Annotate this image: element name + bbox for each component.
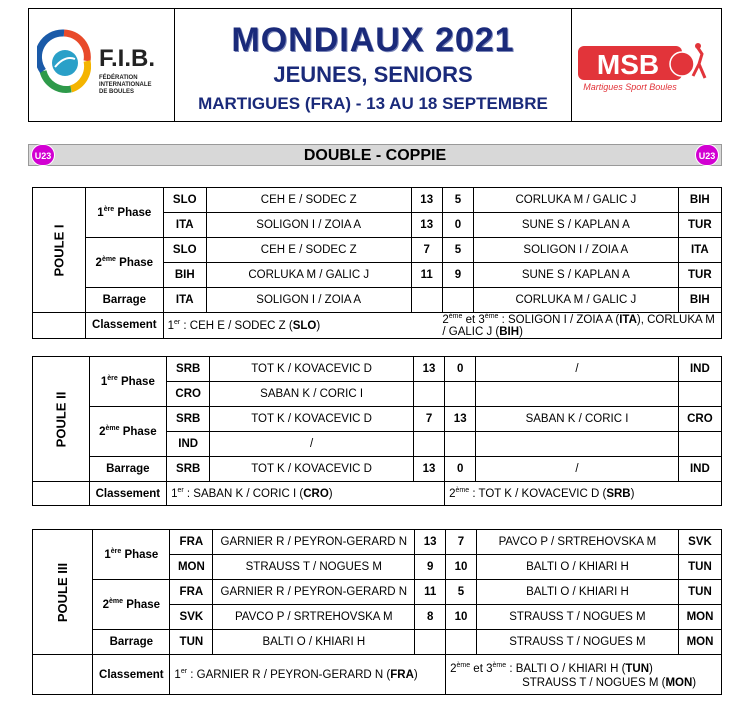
msb-logo-text: MSB (596, 49, 660, 80)
table-row (33, 580, 722, 605)
country-code: FRA (170, 580, 213, 605)
score: 0 (445, 457, 476, 482)
country-code (678, 432, 721, 457)
team-name: SABAN K / CORIC I (476, 407, 678, 432)
poule-3-table (32, 529, 722, 695)
country-code: SRB (167, 357, 210, 382)
score: 0 (442, 213, 473, 238)
country-code: SRB (167, 407, 210, 432)
classement-second: 2ème et 3ème : BALTI O / KHIARI H (TUN) STRAUSS T / NOGUES M (MON) (446, 655, 722, 695)
score: 11 (411, 263, 442, 288)
team-name: GARNIER R / PEYRON-GERARD N (213, 530, 415, 555)
country-code: TUN (678, 555, 721, 580)
country-code: CRO (678, 407, 721, 432)
table-row (33, 630, 722, 655)
u23-badge-left: U23 (31, 144, 55, 166)
poule-2-table (32, 356, 722, 506)
team-name: BALTI O / KHIARI H (476, 580, 678, 605)
score: 13 (445, 407, 476, 432)
country-code: SLO (163, 238, 206, 263)
score: 9 (442, 263, 473, 288)
barrage-label: Barrage (86, 288, 164, 313)
team-name: CEH E / SODEC Z (206, 188, 411, 213)
phase-label: 1ère Phase (86, 188, 164, 238)
phase-label: 2ème Phase (86, 238, 164, 288)
team-name: SOLIGON I / ZOIA A (206, 213, 411, 238)
country-code: IND (678, 357, 721, 382)
score: 11 (415, 580, 446, 605)
u23-badge-right: U23 (695, 144, 719, 166)
team-name: CORLUKA M / GALIC J (474, 288, 679, 313)
msb-logo-area (571, 9, 721, 121)
poule-label: POULE II (33, 357, 90, 482)
phase-label: 1ère Phase (89, 357, 166, 407)
team-name: GARNIER R / PEYRON-GERARD N (213, 580, 415, 605)
team-name: CORLUKA M / GALIC J (474, 188, 679, 213)
score (413, 382, 444, 407)
table-row (33, 238, 722, 263)
country-code: SRB (167, 457, 210, 482)
score: 10 (446, 555, 477, 580)
header (28, 8, 722, 122)
msb-logo-icon (578, 42, 714, 92)
country-code: ITA (163, 213, 206, 238)
table-row (33, 188, 722, 213)
poule-1-table (32, 187, 722, 339)
score (445, 382, 476, 407)
country-code: TUN (170, 630, 213, 655)
poule-label: POULE I (33, 188, 86, 313)
country-code: TUR (678, 213, 721, 238)
barrage-label: Barrage (89, 457, 166, 482)
classement-label: Classement (93, 655, 170, 695)
score: 7 (411, 238, 442, 263)
score: 10 (446, 605, 477, 630)
team-name: SOLIGON I / ZOIA A (206, 288, 411, 313)
score (446, 630, 477, 655)
team-name: PAVCO P / SRTREHOVSKA M (213, 605, 415, 630)
score: 7 (413, 407, 444, 432)
country-code: SLO (163, 188, 206, 213)
country-code: MON (170, 555, 213, 580)
table-row (33, 288, 722, 313)
team-name (476, 382, 678, 407)
team-name (476, 432, 678, 457)
country-code: MON (678, 630, 721, 655)
table-row (33, 457, 722, 482)
table-row (33, 407, 722, 432)
country-code: SVK (170, 605, 213, 630)
country-code: IND (678, 457, 721, 482)
phase-label: 1ère Phase (93, 530, 170, 580)
country-code: BIH (678, 188, 721, 213)
score: 9 (415, 555, 446, 580)
classement-row (33, 655, 722, 695)
phase-label: 2ème Phase (89, 407, 166, 457)
team-name: SUNE S / KAPLAN A (474, 213, 679, 238)
score: 13 (413, 457, 444, 482)
score: 7 (446, 530, 477, 555)
country-code: MON (678, 605, 721, 630)
fib-logo-area (29, 9, 175, 121)
team-name: CORLUKA M / GALIC J (206, 263, 411, 288)
country-code: BIH (678, 288, 721, 313)
phase-label: 2ème Phase (93, 580, 170, 630)
score: 13 (411, 213, 442, 238)
team-name: / (476, 457, 678, 482)
country-code: SVK (678, 530, 721, 555)
score: 8 (415, 605, 446, 630)
page-title: MONDIAUX 2021 (231, 21, 515, 59)
event-title: DOUBLE - COPPIE (303, 147, 447, 164)
score: 13 (413, 357, 444, 382)
score: 5 (446, 580, 477, 605)
country-code: ITA (678, 238, 721, 263)
classement-row (33, 313, 722, 339)
team-name: PAVCO P / SRTREHOVSKA M (476, 530, 678, 555)
event-banner (28, 144, 722, 166)
team-name: TOT K / KOVACEVIC D (210, 457, 414, 482)
country-code: FRA (170, 530, 213, 555)
team-name: STRAUSS T / NOGUES M (476, 605, 678, 630)
fib-subtitle: FÉDÉRATION INTERNATIONALE DE BOULES (99, 75, 152, 95)
team-name: CEH E / SODEC Z (206, 238, 411, 263)
header-titles (175, 9, 571, 121)
country-code: CRO (167, 382, 210, 407)
team-name: BALTI O / KHIARI H (476, 555, 678, 580)
msb-tagline: Martigues Sport Boules (583, 82, 677, 92)
score: 5 (442, 238, 473, 263)
team-name: STRAUSS T / NOGUES M (476, 630, 678, 655)
score (445, 432, 476, 457)
poule-label: POULE III (33, 530, 93, 655)
country-code (678, 382, 721, 407)
fib-emblem-icon (37, 27, 91, 107)
score: 5 (442, 188, 473, 213)
score (411, 288, 442, 313)
page-subtitle: JEUNES, SENIORS (273, 62, 473, 87)
score (415, 630, 446, 655)
team-name: TOT K / KOVACEVIC D (210, 407, 414, 432)
score (413, 432, 444, 457)
classement-row (33, 482, 722, 506)
barrage-label: Barrage (93, 630, 170, 655)
team-name: STRAUSS T / NOGUES M (213, 555, 415, 580)
score (442, 288, 473, 313)
classement-label: Classement (86, 313, 164, 339)
team-name: SABAN K / CORIC I (210, 382, 414, 407)
team-name: SOLIGON I / ZOIA A (474, 238, 679, 263)
team-name: BALTI O / KHIARI H (213, 630, 415, 655)
classement-first: 1er : CEH E / SODEC Z (SLO) (163, 313, 442, 339)
classement-second: 2ème et 3ème : SOLIGON I / ZOIA A (ITA), CORLUKA M / GALIC J (BIH) (442, 313, 721, 339)
team-name: / (210, 432, 414, 457)
country-code: TUN (678, 580, 721, 605)
event-location: MARTIGUES (FRA) - 13 AU 18 SEPTEMBRE (198, 94, 548, 113)
classement-label: Classement (89, 482, 166, 506)
fib-name: F.I.B. (99, 45, 156, 72)
team-name: SUNE S / KAPLAN A (474, 263, 679, 288)
country-code: ITA (163, 288, 206, 313)
country-code: TUR (678, 263, 721, 288)
table-row (33, 357, 722, 382)
classement-first: 1er : SABAN K / CORIC I (CRO) (167, 482, 445, 506)
classement-first: 1er : GARNIER R / PEYRON-GERARD N (FRA) (170, 655, 446, 695)
classement-second: 2ème : TOT K / KOVACEVIC D (SRB) (445, 482, 722, 506)
team-name: TOT K / KOVACEVIC D (210, 357, 414, 382)
score: 13 (411, 188, 442, 213)
score: 0 (445, 357, 476, 382)
team-name: / (476, 357, 678, 382)
table-row (33, 530, 722, 555)
country-code: BIH (163, 263, 206, 288)
score: 13 (415, 530, 446, 555)
country-code: IND (167, 432, 210, 457)
